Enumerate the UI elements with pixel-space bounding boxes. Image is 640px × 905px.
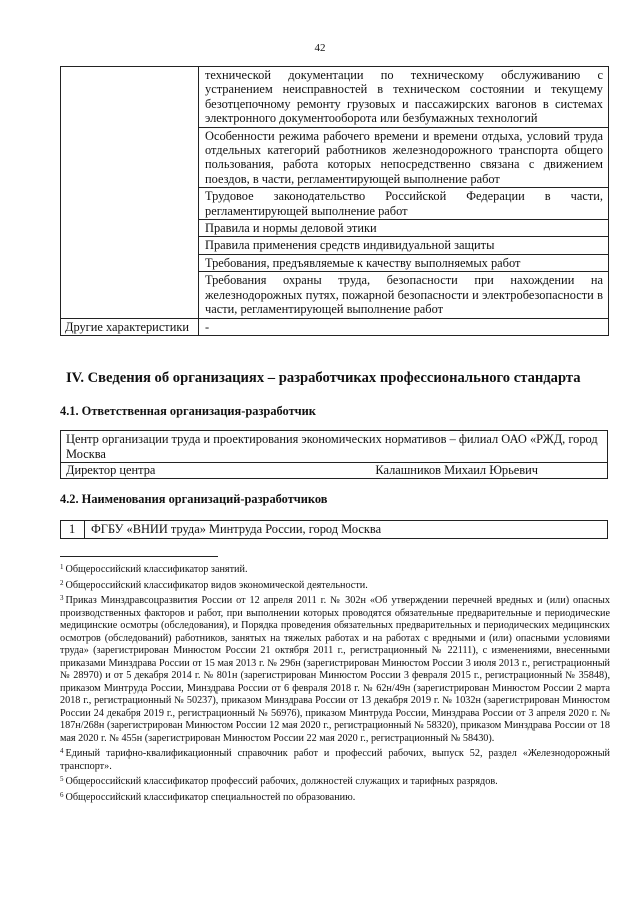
- knowledge-items-cell: [199, 67, 609, 319]
- footnote-number: 3: [60, 594, 64, 602]
- other-characteristics-value: -: [205, 319, 210, 334]
- other-characteristics-label: Другие характеристики: [65, 319, 190, 334]
- footnote-number: 5: [60, 775, 64, 783]
- subsection-developers-title: 4.2. Наименования организаций-разработчиков: [60, 492, 328, 506]
- footnote: [60, 561, 610, 577]
- director-title: Директор центра: [66, 463, 156, 478]
- footnote-text: Общероссийский классификатор специальностей по образованию.: [65, 791, 356, 803]
- knowledge-item: Правила и нормы деловой этики: [199, 220, 608, 237]
- developer-name: ФГБУ «ВНИИ труда» Минтруда России, город Москва: [85, 521, 608, 539]
- knowledge-item: Особенности режима рабочего времени и времени отдыха, условий труда отдельных категорий работников железнодорожного транспорта общего пользования, работа которых непосредственно связана с движением поездов, в части, регламентирующей выполнение работ: [199, 128, 608, 189]
- footnote-text: Приказ Минздравсоцразвития России от 12 апреля 2011 г. № 302н «Об утверждении перечней вредных и (или) опасных производственных факторов и работ, при выполнении которых проводятся обязательные предварительные и периодические медицинские осмотры (обследования), и Порядка проведения обязательных предварительных и периодических медицинских осмотров (обследований) работников, занятых на тяжелых работах и на работах с вредными и (или) опасными условиями труда» (зарегистрирован Минюстом России 21 октября 2011 г., регистрационный № 22111), с изменениями, внесенными приказами Минздрава России от 15 мая 2013 г. № 296н (зарегистрирован Минюстом России 3 июля 2013 г., регистрационный № 28970) и от 5 декабря 2014 г. № 801н (зарегистрирован Минюстом России 3 февраля 2015 г., регистрационный № 35848), приказом Минтруда России, Минздрава России от 6 февраля 2018 г. № 62н/49н (зарегистрирован Минюстом России 2 марта 2018 г., регистрационный № 50237), приказом Минздрава России от 13 декабря 2019 г. № 1032н (зарегистрирован Минюстом России 24 декабря 2019 г., регистрационный № 56976), приказом Минтруда России, Минздрава России от 3 апреля 2020 г. № 187н/268н (зарегистрирован Минюстом России 12 мая 2020 г., регистрационный № 58320), приказом Минздрава России от 18 мая 2020 г. № 455н (зарегистрирован Минюстом России 22 мая 2020 г., регистрационный № 58430).: [60, 595, 610, 744]
- organization-name: Центр организации труда и проектирования экономических нормативов – филиал ОАО «РЖД, город Москва: [61, 431, 608, 463]
- footnote-number: 4: [60, 747, 64, 755]
- knowledge-row: [61, 67, 609, 319]
- footnote-text: Общероссийский классификатор профессий рабочих, должностей служащих и тарифных разрядов.: [65, 776, 498, 787]
- footnote: [60, 577, 610, 593]
- subsection-responsible-title: 4.1. Ответственная организация-разработчик: [60, 404, 316, 418]
- footnote-text: Единый тарифно-квалификационный справочник работ и профессий рабочих, выпуск 52, раздел «Железнодорожный транспорт».: [60, 748, 610, 772]
- organization-row: [61, 431, 608, 463]
- footnotes: [60, 561, 610, 804]
- footnote-number: 2: [60, 578, 64, 587]
- section-title: IV. Сведения об организациях – разработчиках профессионального стандарта: [66, 370, 581, 386]
- page-number: 42: [314, 42, 326, 54]
- knowledge-item: Трудовое законодательство Российской Федерации в части, регламентирующей выполнение работ: [199, 188, 608, 220]
- knowledge-item: Правила применения средств индивидуальной защиты: [199, 237, 608, 254]
- footnote-number: 6: [60, 790, 64, 799]
- director-row: [61, 463, 608, 479]
- knowledge-item: Требования, предъявляемые к качеству выполняемых работ: [199, 255, 608, 272]
- developers-table: [60, 520, 608, 539]
- table-row: [61, 521, 608, 539]
- footnote: [60, 773, 610, 789]
- footnote-text: Общероссийский классификатор занятий.: [65, 564, 248, 575]
- footnote-divider: [60, 556, 218, 557]
- knowledge-item: Требования охраны труда, безопасности при нахождении на железнодорожных путях, пожарной безопасности и электробезопасности в части, регламентирующей выполнение работ: [205, 273, 603, 317]
- developer-number: 1: [61, 521, 85, 539]
- footnote: [60, 745, 610, 773]
- knowledge-item: технической документации по техническому обслуживанию с устранением неисправностей в техническом состоянии и текущему безотцепочному ремонту грузовых и пассажирских вагонов в системах электронного документооборота или безбумажных технологий: [199, 67, 608, 128]
- director-name: Калашников Михаил Юрьевич: [375, 463, 538, 478]
- footnote: [60, 789, 610, 805]
- knowledge-label-cell: [61, 67, 199, 319]
- footnote-text: Общероссийский классификатор видов экономической деятельности.: [65, 579, 368, 591]
- responsible-organization-table: [60, 430, 608, 479]
- footnote-number: 1: [60, 563, 64, 571]
- other-characteristics-row: [61, 318, 609, 335]
- knowledge-table: [60, 66, 609, 336]
- footnote: [60, 592, 610, 745]
